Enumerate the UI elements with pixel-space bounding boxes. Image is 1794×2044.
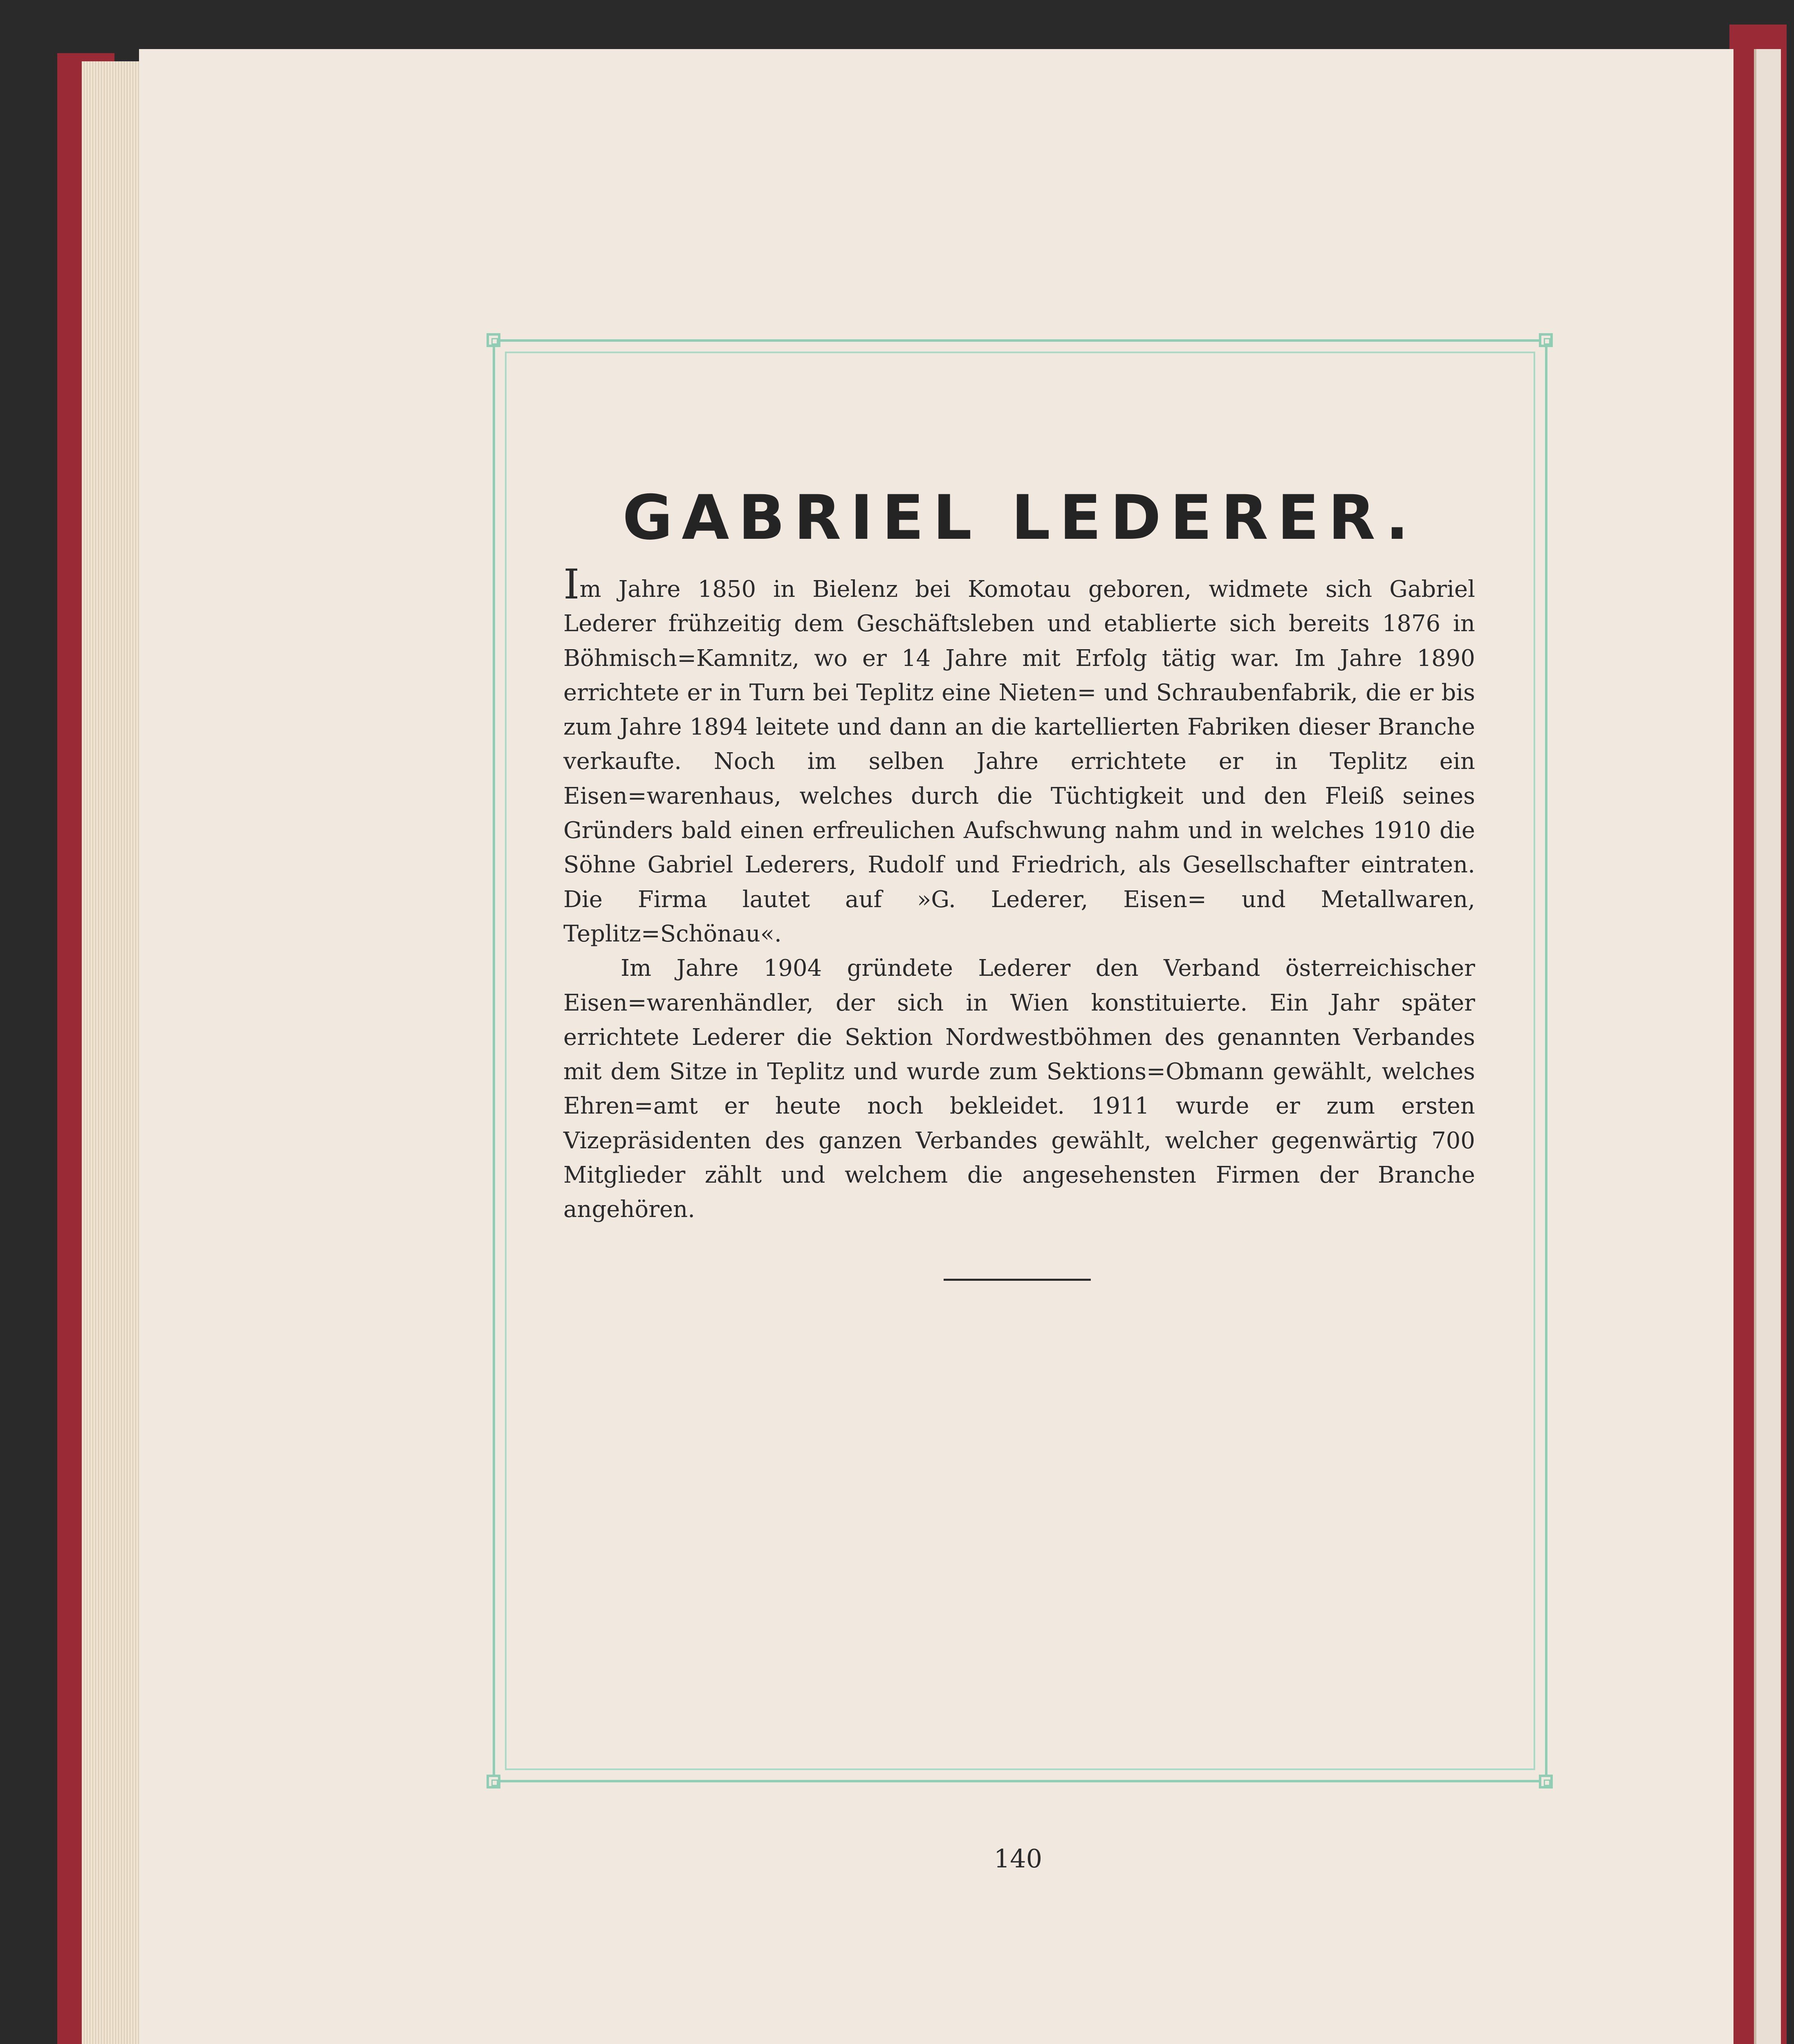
paragraph-1 <box>563 560 1475 951</box>
end-rule <box>944 1279 1091 1281</box>
article-body <box>563 560 1475 1227</box>
frame-corner-top-left <box>487 333 500 347</box>
next-page-edge <box>1754 49 1781 2044</box>
drop-cap: I <box>563 560 580 608</box>
frame-corner-bottom-left <box>487 1775 500 1788</box>
paragraph-2: Im Jahre 1904 gründete Lederer den Verband österreichischer Eisen=warenhändler, der sich in Wien konstituierte. Ein Jahr später errichtete Lederer die Sektion Nordwestböhmen des genannten Verbandes mit dem Sitze in Teplitz und wurde zum Sektions=Obmann gewählt, welches Ehren=amt er heute noch bekleidet. 1911 wurde er zum ersten Vizepräsidenten des ganzen Verbandes gewählt, welcher gegenwärtig 700 Mitglieder zählt und welchem die angesehensten Firmen der Branche angehören. <box>563 955 1475 1223</box>
page-title: GABRIEL LEDERER. <box>622 482 1418 554</box>
frame-corner-bottom-right <box>1539 1775 1553 1788</box>
page-number: 140 <box>993 1844 1043 1874</box>
frame-corner-top-right <box>1539 333 1553 347</box>
paragraph-1-text: m Jahre 1850 in Bielenz bei Komotau geboren, widmete sich Gabriel Lederer frühzeitig dem Geschäftsleben und etablierte sich bereits 1876 in Böhmisch=Kamnitz, wo er 14 Jahre mit Erfolg tätig war. Im Jahre 1890 errichtete er in Turn bei Teplitz eine Nieten= und Schraubenfabrik, die er bis zum Jahre 1894 leitete und dann an die kartellierten Fabriken dieser Branche verkaufte. Noch im selben Jahre errichtete er in Teplitz ein Eisen=warenhaus, welches durch die Tüchtigkeit und den Fleiß seines Gründers bald einen erfreulichen Aufschwung nahm und in welches 1910 die Söhne Gabriel Lederers, Rudolf und Friedrich, als Gesellschafter eintraten. Die Firma lautet auf »G. Lederer, Eisen= und Metallwaren, Teplitz=Schönau«. <box>563 576 1475 947</box>
